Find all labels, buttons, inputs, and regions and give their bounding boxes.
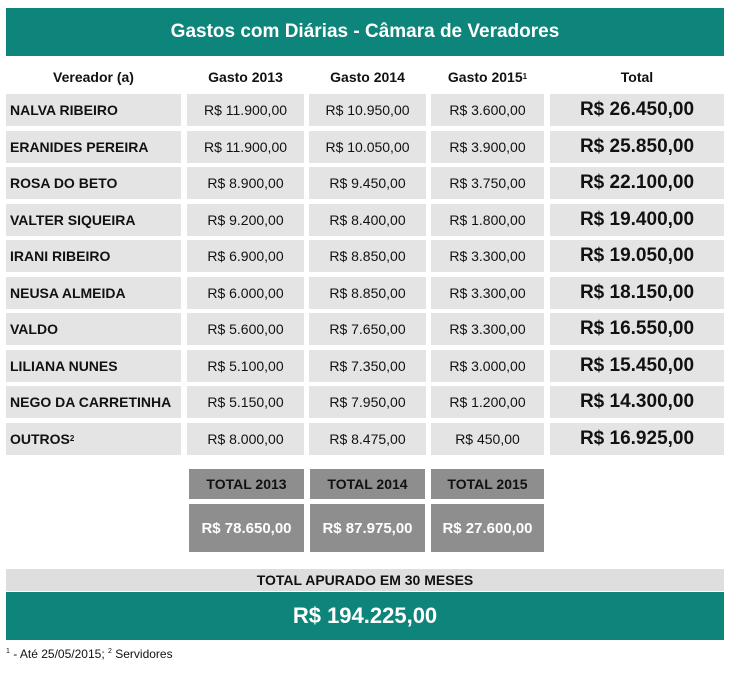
total-cell: R$ 18.150,00 (550, 277, 724, 309)
total-cell: R$ 22.100,00 (550, 167, 724, 199)
total-2015-label: TOTAL 2015 (431, 469, 544, 499)
gasto-2015-cell: R$ 3.300,00 (431, 277, 544, 309)
gasto-2014-cell: R$ 8.850,00 (309, 277, 426, 309)
vereador-name (6, 277, 181, 309)
gasto-2014-cell: R$ 7.350,00 (309, 350, 426, 382)
footnote-text-1: - Até 25/05/2015; (9, 647, 108, 661)
header-gasto-2015: Gasto 2015 1 (447, 69, 528, 85)
gasto-2014-cell: R$ 10.950,00 (309, 94, 426, 126)
vereador-name (6, 131, 181, 163)
vereador-name (6, 350, 181, 382)
header-total: Total (620, 69, 654, 85)
gasto-2013-cell: R$ 5.150,00 (187, 386, 304, 418)
total-cell: R$ 16.550,00 (550, 313, 724, 345)
total-2015-value: R$ 27.600,00 (431, 504, 544, 552)
gasto-2013-cell: R$ 6.000,00 (187, 277, 304, 309)
vereador-name-text: LILIANA NUNES (10, 358, 118, 374)
vereador-name (6, 313, 181, 345)
gasto-2014-cell: R$ 9.450,00 (309, 167, 426, 199)
gasto-2014-cell: R$ 8.400,00 (309, 204, 426, 236)
grand-total-value: R$ 194.225,00 (6, 592, 724, 640)
vereador-name-text: NEUSA ALMEIDA (10, 285, 126, 301)
gasto-2015-cell: R$ 3.900,00 (431, 131, 544, 163)
total-2013-label: TOTAL 2013 (189, 469, 304, 499)
vereador-name: OUTROS 2 (6, 423, 181, 455)
vereador-name-text: VALTER SIQUEIRA (10, 212, 136, 228)
gasto-2013-cell: R$ 6.900,00 (187, 240, 304, 272)
vereador-name-text: VALDO (10, 321, 58, 337)
gasto-2014-cell: R$ 8.475,00 (309, 423, 426, 455)
gasto-2015-cell: R$ 450,00 (431, 423, 544, 455)
footnote-sup-2: 2 (107, 648, 112, 655)
gasto-2013-cell: R$ 5.600,00 (187, 313, 304, 345)
gasto-2014-cell: R$ 8.850,00 (309, 240, 426, 272)
total-cell: R$ 19.050,00 (550, 240, 724, 272)
vereador-name-text: OUTROS (10, 431, 70, 447)
vereador-name (6, 94, 181, 126)
gasto-2015-cell: R$ 3.750,00 (431, 167, 544, 199)
vereador-name-text: IRANI RIBEIRO (10, 248, 111, 264)
gasto-2014-cell: R$ 7.650,00 (309, 313, 426, 345)
header-gasto-2013: Gasto 2013 (208, 69, 283, 85)
footnote (6, 647, 173, 661)
total-2014-value: R$ 87.975,00 (310, 504, 425, 552)
total-cell: R$ 15.450,00 (550, 350, 724, 382)
table-title: Gastos com Diárias - Câmara de Veradores (6, 8, 724, 56)
total-cell: R$ 19.400,00 (550, 204, 724, 236)
vereador-name-text: ROSA DO BETO (10, 175, 118, 191)
vereador-name (6, 204, 181, 236)
header-vereador: Vereador (a) (53, 69, 134, 85)
gasto-2015-cell: R$ 1.200,00 (431, 386, 544, 418)
gasto-2013-cell: R$ 5.100,00 (187, 350, 304, 382)
vereador-name-text: NEGO DA CARRETINHA (10, 394, 172, 410)
gasto-2013-cell: R$ 11.900,00 (187, 131, 304, 163)
total-2014-label: TOTAL 2014 (310, 469, 425, 499)
gasto-2015-cell: R$ 3.300,00 (431, 313, 544, 345)
header-gasto-2014: Gasto 2014 (330, 69, 405, 85)
total-2013-value: R$ 78.650,00 (189, 504, 304, 552)
total-cell: R$ 14.300,00 (550, 386, 724, 418)
gasto-2013-cell: R$ 8.000,00 (187, 423, 304, 455)
grand-total-label: TOTAL APURADO EM 30 MESES (6, 569, 724, 591)
vereador-name (6, 167, 181, 199)
vereador-name-text: ERANIDES PEREIRA (10, 139, 149, 155)
gasto-2014-cell: R$ 10.050,00 (309, 131, 426, 163)
vereador-name-text: NALVA RIBEIRO (10, 102, 118, 118)
gasto-2013-cell: R$ 8.900,00 (187, 167, 304, 199)
footnote-text-2: Servidores (111, 647, 173, 661)
gasto-2013-cell: R$ 11.900,00 (187, 94, 304, 126)
total-cell: R$ 26.450,00 (550, 94, 724, 126)
footnote-sup-1: 1 (6, 648, 10, 655)
gasto-2015-cell: R$ 1.800,00 (431, 204, 544, 236)
gasto-2015-cell: R$ 3.600,00 (431, 94, 544, 126)
total-cell: R$ 16.925,00 (550, 423, 724, 455)
total-cell: R$ 25.850,00 (550, 131, 724, 163)
header-gasto-2015-label: Gasto 2015 (447, 69, 523, 85)
gasto-2014-cell: R$ 7.950,00 (309, 386, 426, 418)
gasto-2015-cell: R$ 3.300,00 (431, 240, 544, 272)
vereador-name (6, 386, 181, 418)
vereador-name (6, 240, 181, 272)
gasto-2013-cell: R$ 9.200,00 (187, 204, 304, 236)
gasto-2015-cell: R$ 3.000,00 (431, 350, 544, 382)
